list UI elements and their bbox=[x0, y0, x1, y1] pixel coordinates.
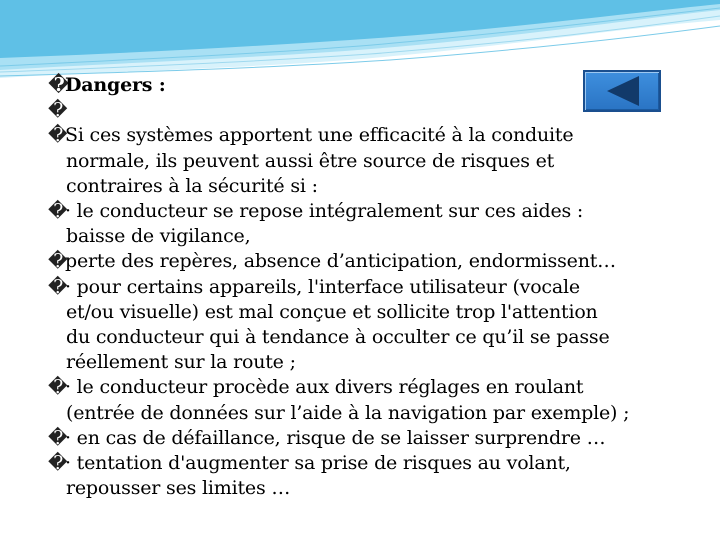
item-line: · le conducteur se repose intégralement sur ces aides : bbox=[65, 200, 584, 223]
title-text: Dangers : bbox=[65, 74, 166, 96]
item-line: · le conducteur procède aux divers réglages en roulant bbox=[65, 376, 584, 399]
item-line: · tentation d'augmenter sa prise de risques au volant, bbox=[65, 452, 571, 475]
bullet-glyph: � bbox=[48, 452, 68, 475]
item-line: (entrée de données sur l’aide à la navigation par exemple) ; bbox=[66, 401, 630, 424]
item-line: · en cas de défaillance, risque de se laisser surprendre … bbox=[65, 426, 606, 449]
bullet-item-3 bbox=[48, 275, 698, 376]
bullet-glyph: � bbox=[48, 200, 68, 223]
item-line: repousser ses limites … bbox=[66, 477, 291, 500]
bullet-glyph: � bbox=[48, 99, 68, 122]
empty-bullet-line bbox=[48, 98, 698, 123]
bullet-item-1 bbox=[48, 199, 698, 249]
item-line: perte des repères, absence d’anticipation, endormissent… bbox=[65, 250, 616, 273]
item-line: du conducteur qui à tendance à occulter ce qu’il se passe bbox=[66, 326, 610, 349]
intro-line: Si ces systèmes apportent une efficacité à la conduite bbox=[65, 124, 574, 147]
intro-line: normale, ils peuvent aussi être source de risques et bbox=[66, 149, 555, 172]
bullet-glyph: � bbox=[48, 124, 68, 147]
bullet-glyph: � bbox=[48, 376, 68, 399]
slide-title bbox=[48, 73, 698, 98]
slide-body bbox=[48, 73, 698, 501]
intro-paragraph bbox=[48, 123, 698, 199]
bullet-glyph: � bbox=[48, 74, 69, 96]
item-line: et/ou visuelle) est mal conçue et sollicite trop l'attention bbox=[66, 300, 598, 323]
bullet-glyph: � bbox=[48, 275, 68, 298]
bullet-glyph: � bbox=[48, 426, 68, 449]
intro-line: contraires à la sécurité si : bbox=[66, 174, 318, 197]
bullet-item-2 bbox=[48, 249, 698, 274]
item-line: réellement sur la route ; bbox=[66, 351, 296, 374]
item-line: baisse de vigilance, bbox=[66, 225, 251, 248]
bullet-item-4 bbox=[48, 375, 698, 425]
bullet-item-5 bbox=[48, 426, 698, 451]
bullet-item-6 bbox=[48, 451, 698, 501]
item-line: · pour certains appareils, l'interface utilisateur (vocale bbox=[65, 275, 580, 298]
bullet-glyph: � bbox=[48, 250, 68, 273]
